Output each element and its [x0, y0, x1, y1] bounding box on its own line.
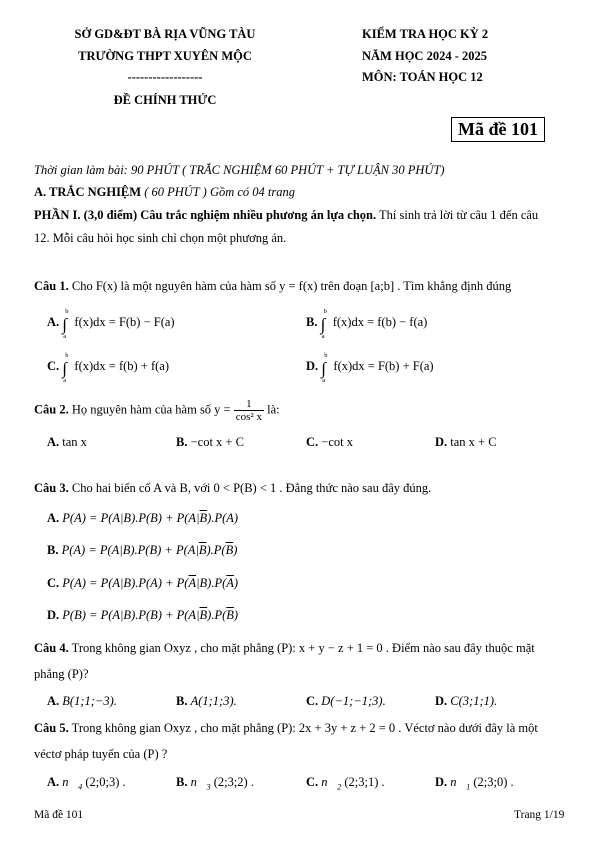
- part1-heading: [34, 208, 538, 223]
- question-text: Trong không gian Oxyz , cho mặt phẳng (P): 2x + 3y + z + 2 = 0 . Véctơ nào dưới đây là một: [71, 721, 538, 735]
- option-letter: D.: [306, 359, 319, 373]
- option-text: f(x)dx = F(b) + F(a): [333, 359, 434, 373]
- option-text: f(x)dx = F(b) − F(a): [74, 315, 175, 329]
- department-name: SỞ GD&ĐT BÀ RỊA VŨNG TÀU: [74, 27, 256, 41]
- q4-option-b[interactable]: B. A(1;1;3).: [176, 694, 237, 708]
- question-text: Trong không gian Oxyz , cho mặt phẳng (P): x + y − z + 1 = 0 . Điểm nào sau đây thuộc mặt: [71, 641, 535, 655]
- section-a-title: A. TRẮC NGHIỆM: [34, 185, 142, 199]
- integral-icon: ∫ b a: [62, 352, 69, 384]
- option-text: (2;3;2) .: [213, 775, 254, 789]
- option-letter: C.: [47, 359, 60, 373]
- fraction: $\frac{1}{\text{cos² x}}$: [235, 398, 262, 424]
- question-4: [34, 641, 535, 656]
- question-5-line2: véctơ pháp tuyến của (P) ?: [34, 747, 168, 761]
- question-text: Cho F(x) là một nguyên hàm của hàm số y = f(x) trên đoạn [a;b] . Tìm khẳng định đúng: [71, 279, 512, 293]
- section-a-heading: [34, 185, 295, 200]
- question-text: Cho hai biến cố A và B, với 0 < P(B) < 1 . Đẳng thức nào sau đây đúng.: [71, 481, 432, 495]
- option-text: A(1;1;3).: [190, 694, 237, 708]
- option-letter: B.: [306, 315, 318, 329]
- section-a-detail: ( 60 PHÚT ) Gồm có 04 trang: [144, 185, 296, 199]
- option-text: tan x + C: [450, 435, 497, 449]
- subject: MÔN: TOÁN HỌC 12: [362, 70, 483, 84]
- question-2: [34, 398, 280, 423]
- question-text-end: là:: [263, 402, 280, 417]
- q4-option-d[interactable]: D. C(3;1;1).: [435, 694, 498, 708]
- part1-title: PHẦN I. (3,0 điểm) Câu trắc nghiệm nhiều phương án lựa chọn.: [34, 208, 377, 222]
- q5-option-c[interactable]: C. $n⃗_2$ (2;3;1) .: [306, 775, 385, 792]
- school-year: NĂM HỌC 2024 - 2025: [362, 49, 487, 63]
- question-3: [34, 481, 431, 496]
- integral-icon: ∫ b a: [62, 308, 69, 340]
- q4-option-a[interactable]: A. B(1;1;−3).: [47, 694, 117, 708]
- question-label: Câu 3.: [34, 481, 69, 495]
- option-text: (2;3;1) .: [344, 775, 385, 789]
- question-text: Họ nguyên hàm của hàm số y =: [71, 402, 234, 417]
- option-text: −cot x: [321, 435, 353, 449]
- footer-page-number: Trang 1/19: [514, 809, 565, 821]
- time-info: Thời gian làm bài: 90 PHÚT ( TRẮC NGHIỆM 60 PHÚT + TỰ LUẬN 30 PHÚT): [34, 163, 445, 177]
- exam-title: KIỂM TRA HỌC KỲ 2: [362, 27, 489, 41]
- option-text: D(−1;−1;3).: [321, 694, 386, 708]
- question-4-line2: phẳng (P)?: [34, 667, 89, 681]
- option-text: B(1;1;−3).: [62, 694, 117, 708]
- q2-option-b[interactable]: B. −cot x + C: [176, 435, 244, 449]
- q3-option-d[interactable]: D. $P(B) = P(A|B).P(B) + P(A|\overline{B}).P(\overline{B})$: [47, 608, 239, 622]
- q3-option-c[interactable]: C. $P(A) = P(A|B).P(A) + P(\overline{A}|B).P(\overline{A})$: [47, 576, 239, 590]
- part1-instruction: Thí sinh trả lời từ câu 1 đến câu: [376, 208, 539, 222]
- option-text: C(3;1;1).: [450, 694, 498, 708]
- q4-option-c[interactable]: C. D(−1;−1;3).: [306, 694, 386, 708]
- q3-option-a[interactable]: A. $P(A) = P(A|B).P(B) + P(A|\overline{B}).P(A)$: [47, 511, 239, 525]
- question-label: Câu 2.: [34, 402, 69, 417]
- footer-exam-code: Mã đề 101: [34, 809, 84, 821]
- option-letter: A.: [47, 315, 60, 329]
- question-5: [34, 721, 538, 736]
- integral-icon: ∫ b a: [321, 352, 328, 384]
- q5-option-a[interactable]: A. $n⃗_4$ (2;0;3) .: [47, 775, 126, 792]
- q1-option-b[interactable]: [306, 308, 428, 340]
- question-1: [34, 279, 511, 294]
- option-text: f(x)dx = f(b) + f(a): [74, 359, 170, 373]
- question-label: Câu 1.: [34, 279, 69, 293]
- option-text: (2;0;3) .: [85, 775, 126, 789]
- q5-option-d[interactable]: D. $n⃗_1$ (2;3;0) .: [435, 775, 514, 792]
- option-text: −cot x + C: [190, 435, 244, 449]
- q3-option-b[interactable]: B. $P(A) = P(A|B).P(B) + P(A|\overline{B}).P(\overline{B})$: [47, 543, 238, 557]
- exam-code-box: Mã đề 101: [451, 117, 545, 142]
- option-text: f(x)dx = f(b) − f(a): [332, 315, 428, 329]
- official-exam-label: ĐỀ CHÍNH THỨC: [113, 93, 217, 107]
- q2-option-c[interactable]: C. −cot x: [306, 435, 353, 449]
- question-label: Câu 5.: [34, 721, 69, 735]
- school-name: TRƯỜNG THPT XUYÊN MỘC: [78, 49, 252, 63]
- option-text: tan x: [62, 435, 87, 449]
- header-divider: ------------------: [127, 70, 203, 84]
- q5-option-b[interactable]: B. $n⃗_3$ (2;3;2) .: [176, 775, 254, 792]
- integral-icon: ∫ b a: [320, 308, 327, 340]
- q1-option-c[interactable]: [47, 352, 170, 384]
- part1-instruction-line2: 12. Mỗi câu hỏi học sinh chỉ chọn một phương án.: [34, 231, 287, 245]
- q2-option-d[interactable]: D. tan x + C: [435, 435, 497, 449]
- option-text: (2;3;0) .: [473, 775, 514, 789]
- q2-option-a[interactable]: A. tan x: [47, 435, 87, 449]
- question-label: Câu 4.: [34, 641, 69, 655]
- q1-option-d[interactable]: [306, 352, 434, 384]
- q1-option-a[interactable]: [47, 308, 175, 340]
